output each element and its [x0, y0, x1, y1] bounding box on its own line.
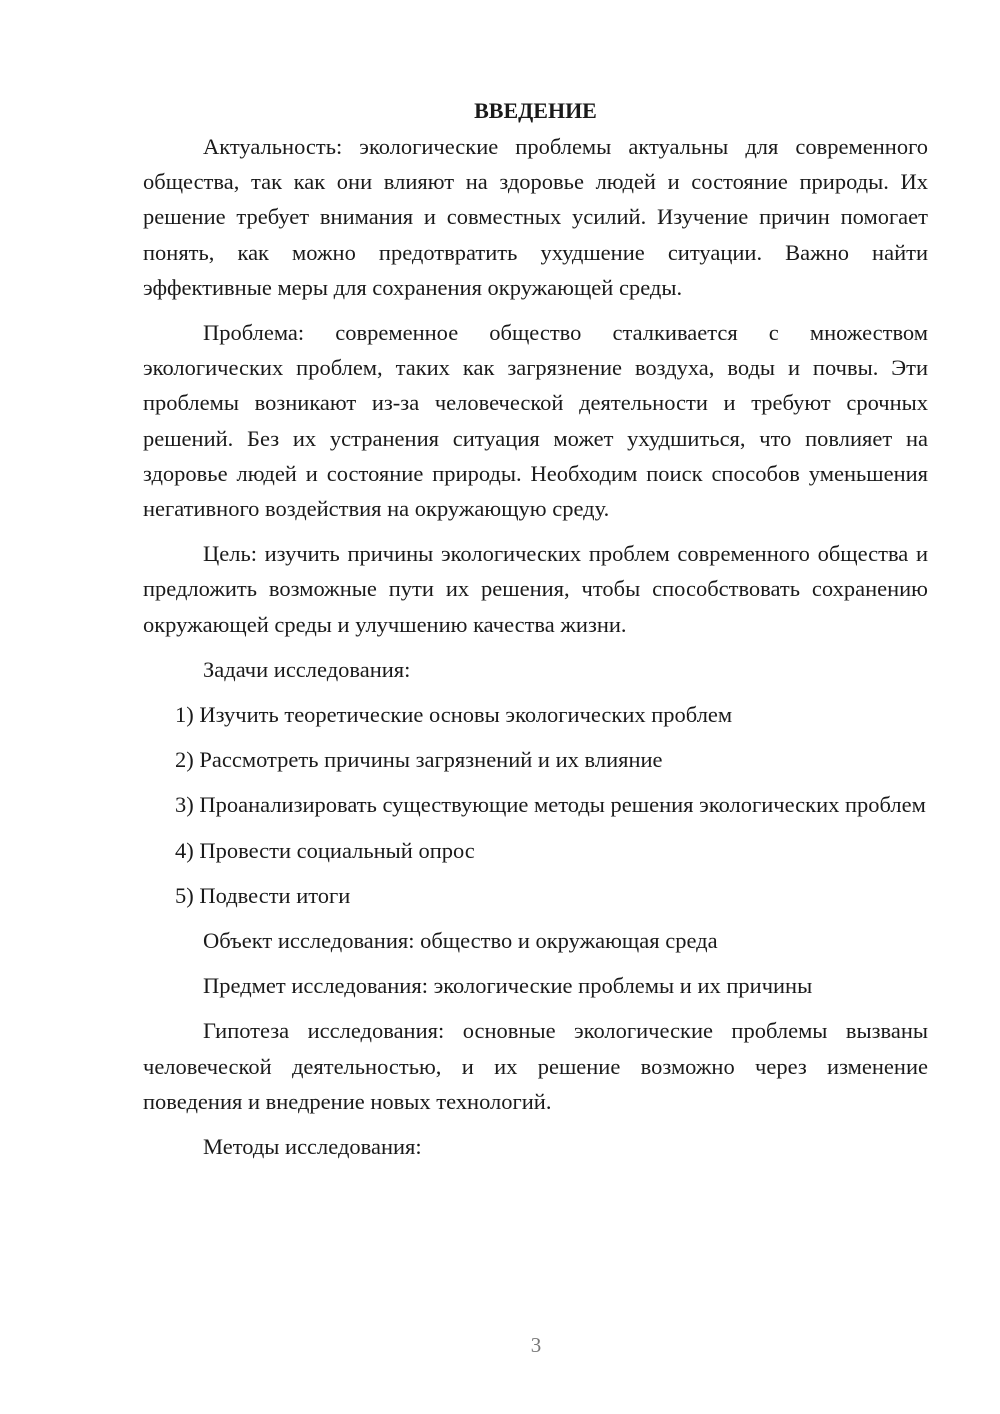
hypothesis-paragraph: Гипотеза исследования: основные экологические проблемы вызваны человеческой деятельностью, и их решение возможно через изменение поведения и внедрение новых технологий.: [143, 1018, 928, 1114]
goal-paragraph: Цель: изучить причины экологических проблем современного общества и предложить возможные пути их решения, чтобы способствовать сохранению окружающей среды и улучшению качества жизни.: [143, 541, 928, 637]
problem-paragraph: Проблема: современное общество сталкивается с множеством экологических проблем, таких как загрязнение воздуха, воды и почвы. Эти проблемы возникают из-за человеческой деятельности и требуют срочных решений. Без их устранения ситуация может ухудшиться, что повлияет на здоровье людей и состояние природы. Необходим поиск способов уменьшения негативного воздействия на окружающую среду.: [143, 320, 928, 522]
page-number: 3: [530, 1333, 542, 1357]
task-item-1: 1) Изучить теоретические основы экологических проблем: [175, 702, 733, 728]
object-line: Объект исследования: общество и окружающая среда: [203, 928, 718, 954]
task-item-2: 2) Рассмотреть причины загрязнений и их влияние: [175, 747, 663, 773]
page-title: ВВЕДЕНИЕ: [474, 98, 597, 123]
task-item-3: 3) Проанализировать существующие методы решения экологических проблем: [175, 792, 926, 818]
relevance-paragraph: Актуальность: экологические проблемы актуальны для современного общества, так как они влияют на здоровье людей и состояние природы. Их решение требует внимания и совместных усилий. Изучение причин помогает понять, как можно предотвратить ухудшение ситуации. Важно найти эффективные меры для сохранения окружающей среды.: [143, 134, 928, 300]
task-item-4: 4) Провести социальный опрос: [175, 837, 475, 863]
tasks-heading: Задачи исследования:: [203, 656, 411, 682]
methods-heading: Методы исследования:: [203, 1134, 422, 1160]
task-item-5: 5) Подвести итоги: [175, 882, 351, 908]
document-page: [143, 92, 928, 1174]
subject-line: Предмет исследования: экологические проблемы и их причины: [203, 973, 813, 999]
